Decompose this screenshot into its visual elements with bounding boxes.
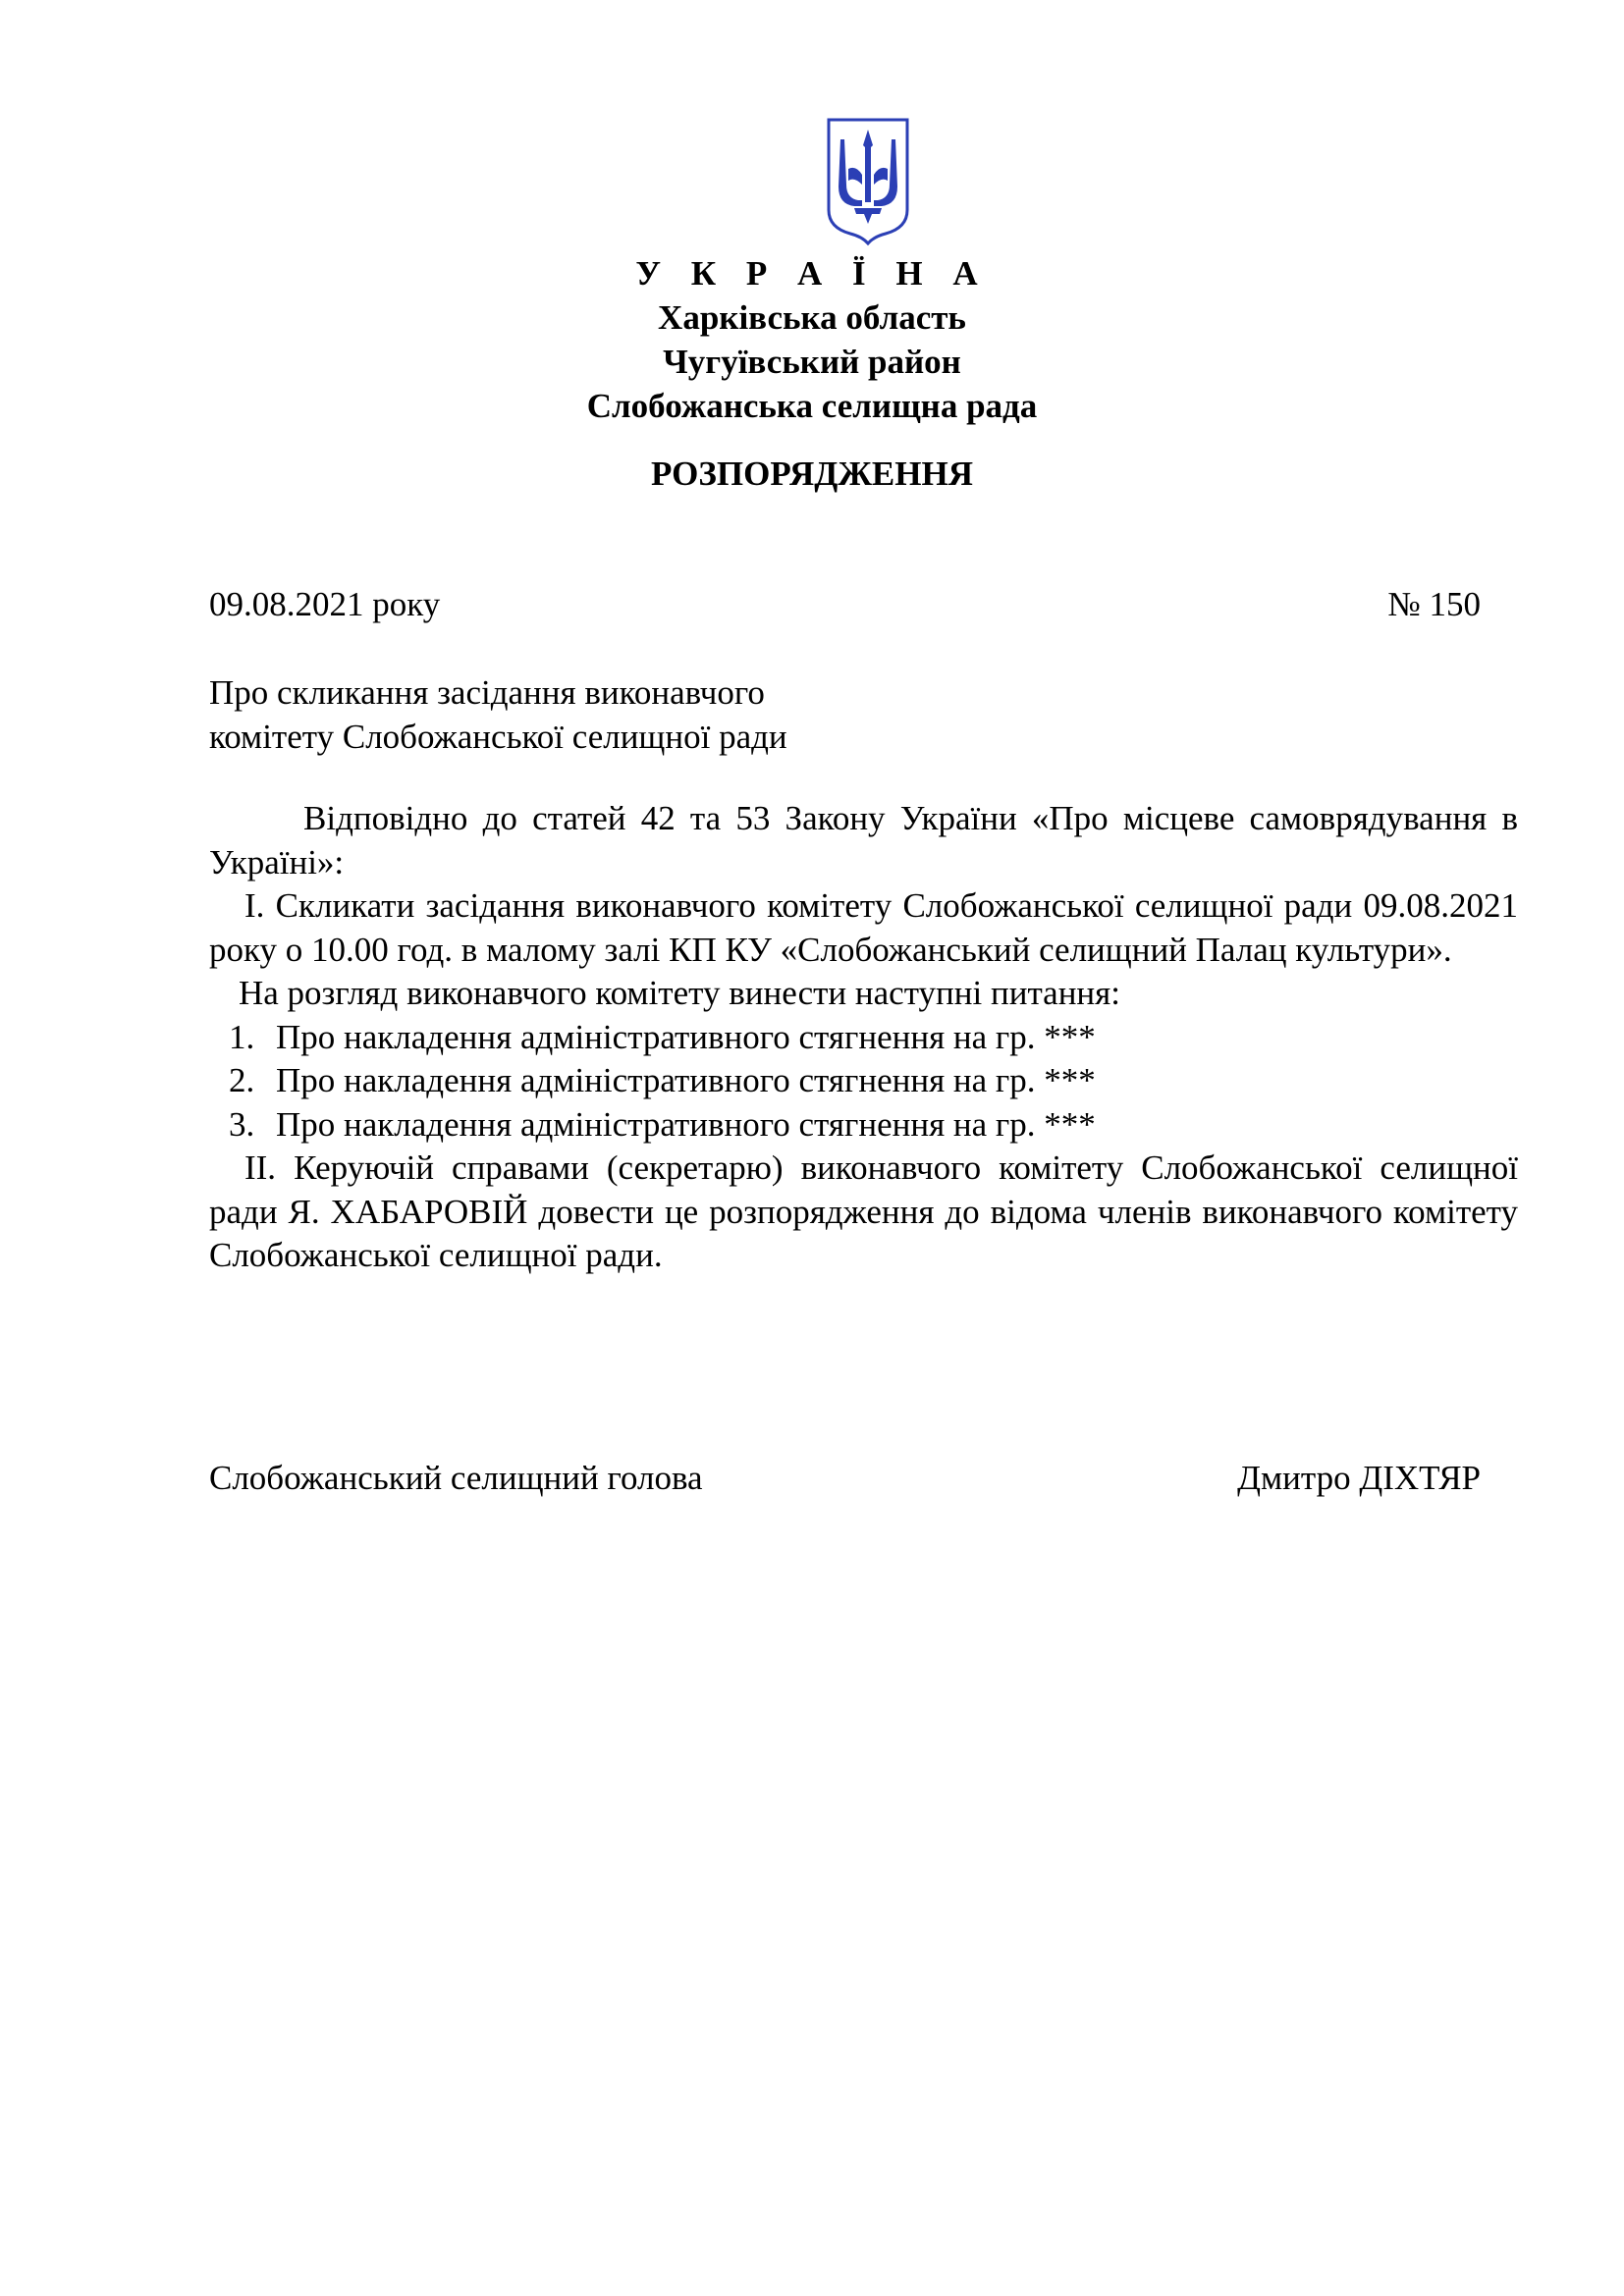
agenda-list	[209, 1016, 1518, 1148]
document-date: 09.08.2021 року	[209, 585, 441, 623]
subject-line: комітету Слобожанської селищної ради	[209, 718, 787, 756]
document-subject	[209, 670, 787, 759]
signatory-name: Дмитро ДІХТЯР	[1237, 1459, 1481, 1497]
document-type-title: РОЗПОРЯДЖЕННЯ	[651, 454, 973, 493]
agenda-item-number: 3.	[229, 1104, 255, 1144]
item-one-paragraph: І. Скликати засідання виконавчого комітету Слобожанської селищної ради 09.08.2021 року о 10.00 год. в малому залі КП КУ «Слобожанський селищний Палац культури».	[209, 886, 1518, 969]
agenda-item	[209, 1016, 1518, 1060]
oblast-heading: Харківська область	[658, 298, 966, 337]
council-heading: Слобожанська селищна рада	[586, 387, 1038, 425]
agenda-item-number: 1.	[229, 1017, 255, 1056]
review-intro-paragraph: На розгляд виконавчого комітету винести наступні питання:	[239, 974, 1120, 1012]
subject-line: Про скликання засідання виконавчого	[209, 673, 765, 712]
country-heading: У К Р А Ї Н А	[635, 254, 989, 293]
agenda-item-text: Про накладення адміністративного стягнення на гр. ***	[276, 1104, 1096, 1144]
agenda-item-text: Про накладення адміністративного стягнення на гр. ***	[276, 1017, 1096, 1056]
agenda-item	[209, 1103, 1518, 1148]
intro-paragraph: Відповідно до статей 42 та 53 Закону України «Про місцеве самоврядування в Україні»:	[209, 799, 1518, 881]
document-body	[209, 797, 1518, 1278]
raion-heading: Чугуївський район	[663, 343, 961, 381]
item-two-paragraph: ІІ. Керуючій справами (секретарю) виконавчого комітету Слобожанської селищної ради Я. ХАБАРОВІЙ довести це розпорядження до відома членів виконавчого комітету Слобожанської селищної ради.	[209, 1148, 1518, 1274]
document-number: № 150	[1387, 585, 1481, 623]
agenda-item-number: 2.	[229, 1061, 255, 1099]
signatory-role: Слобожанський селищний голова	[209, 1459, 703, 1497]
agenda-item-text: Про накладення адміністративного стягнення на гр. ***	[276, 1061, 1096, 1099]
agenda-item	[209, 1059, 1518, 1103]
trident-coat-of-arms-icon	[825, 116, 911, 247]
